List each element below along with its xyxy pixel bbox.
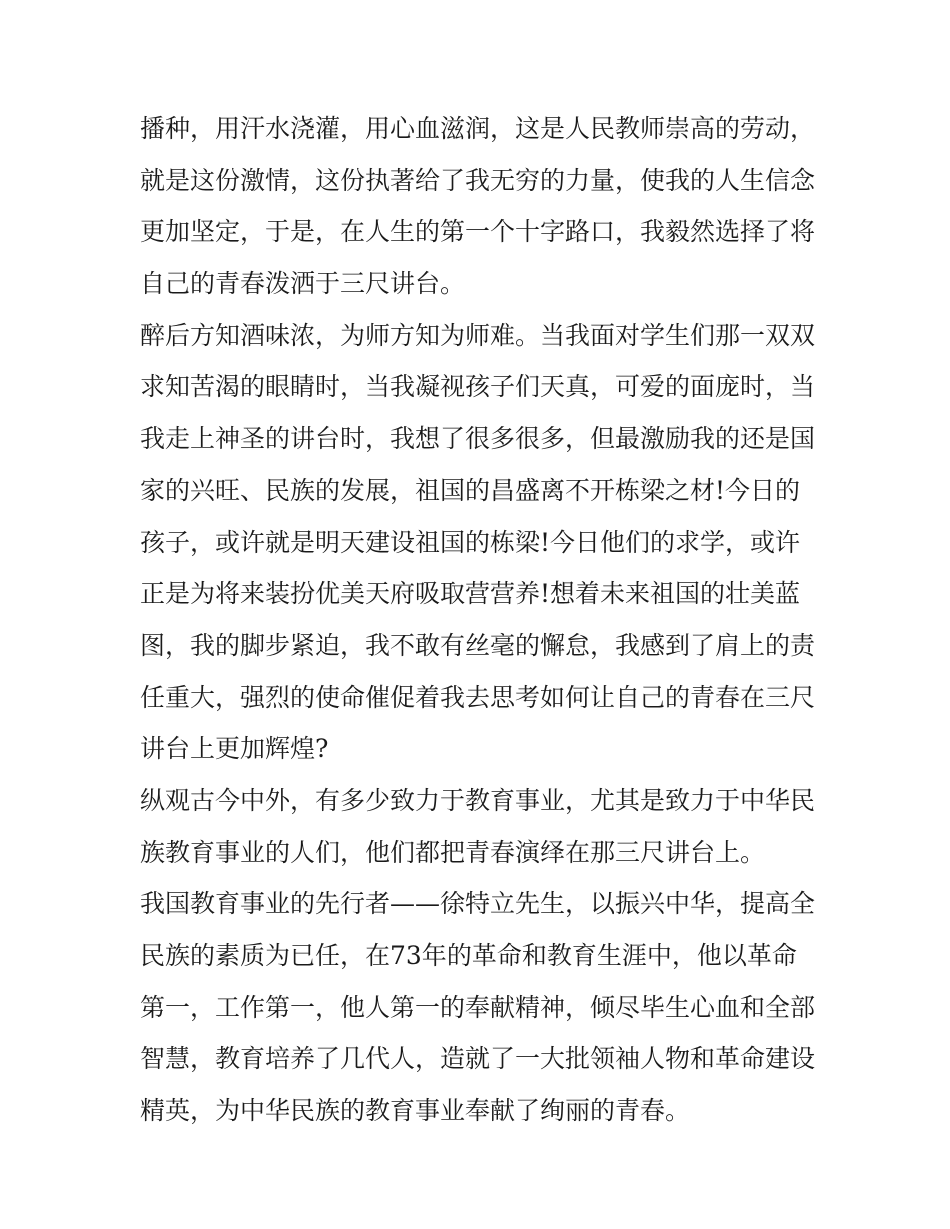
- text-line: 就是这份激情，这份执著给了我无穷的力量，使我的人生信念: [140, 165, 816, 195]
- text-line: 我走上神圣的讲台时，我想了很多很多，但最激励我的还是国: [140, 424, 816, 454]
- text-line: 播种，用汗水浇灌，用心血滋润，这是人民教师崇高的劳动，: [140, 114, 816, 143]
- text-line: 孩子，或许就是明天建设祖国的栋梁!今日他们的求学，或许: [140, 527, 801, 557]
- text-line: 任重大，强烈的使命催促着我去思考如何让自己的青春在三尺: [140, 682, 816, 712]
- text-line: 更加坚定，于是，在人生的第一个十字路口，我毅然选择了将: [140, 217, 816, 247]
- paragraph-4: [140, 878, 815, 1136]
- paragraph-2: [140, 310, 815, 775]
- text-line: 民族的素质为已任，在73年的革命和教育生涯中，他以革命: [140, 941, 797, 970]
- text-line: 求知苦渴的眼睛时，当我凝视孩子们天真，可爱的面庞时，当: [140, 372, 816, 402]
- text-line: 精英，为中华民族的教育事业奉献了绚丽的青春。: [140, 1096, 691, 1126]
- text-line: 自己的青春泼洒于三尺讲台。: [140, 269, 466, 299]
- text-line: 智慧，教育培养了几代人，造就了一大批领袖人物和革命建设: [140, 1044, 816, 1074]
- paragraph-1: [140, 103, 815, 310]
- paragraph-3: [140, 775, 815, 878]
- text-line: 纵观古今中外，有多少致力于教育事业，尤其是致力于中华民: [140, 785, 816, 815]
- text-line: 族教育事业的人们，他们都把青春演绎在那三尺讲台上。: [140, 837, 766, 867]
- text-line: 第一，工作第一，他人第一的奉献精神，倾尽毕生心血和全部: [140, 992, 816, 1022]
- body-text: [140, 103, 815, 1137]
- text-line: 我国教育事业的先行者——徐特立先生，以振兴中华，提高全: [140, 889, 816, 919]
- text-line: 正是为将来装扮优美天府吸取营营养!想着未来祖国的壮美蓝: [140, 579, 801, 609]
- text-line: 醉后方知酒味浓，为师方知为师难。当我面对学生们那一双双: [140, 320, 816, 350]
- text-line: 家的兴旺、民族的发展，祖国的昌盛离不开栋梁之材!今日的: [140, 475, 801, 505]
- text-line: 讲台上更加辉煌?: [140, 734, 329, 764]
- text-line: 图，我的脚步紧迫，我不敢有丝毫的懈怠，我感到了肩上的责: [140, 630, 816, 660]
